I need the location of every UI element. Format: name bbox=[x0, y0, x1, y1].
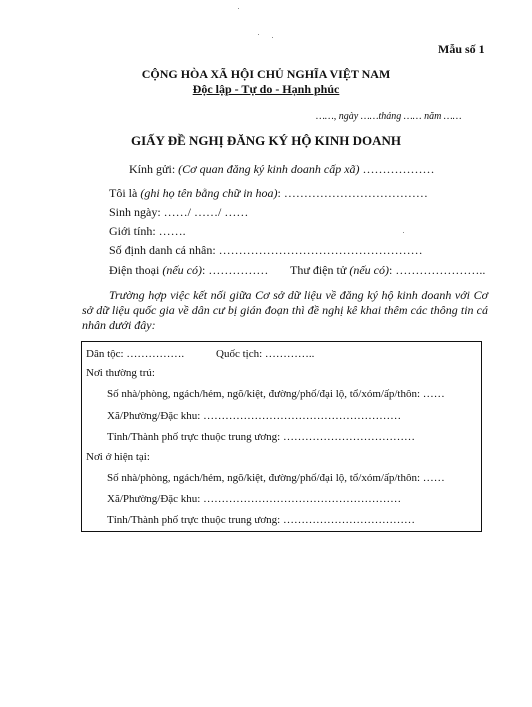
form-title-text: GIẤY ĐỀ NGHỊ ĐĂNG KÝ HỘ KINH DOANH bbox=[130, 133, 401, 148]
permanent-province-field: Tỉnh/Thành phố trực thuộc trung ương: ……………………………… bbox=[107, 431, 415, 443]
phone-label: Điện thoại bbox=[109, 263, 160, 277]
nationality-field: Quốc tịch: ………….. bbox=[216, 348, 315, 360]
email-label: Thư điện tử bbox=[290, 263, 347, 277]
id-number-field: Số định danh cá nhân: …………………………………………… bbox=[109, 243, 423, 257]
motto: Độc lập - Tự do - Hạnh phúc bbox=[192, 82, 340, 96]
scan-speck bbox=[403, 232, 404, 233]
email-dots: : ………………….. bbox=[389, 263, 486, 277]
current-residence-label: Nơi ở hiện tại: bbox=[86, 451, 150, 463]
email-field bbox=[290, 263, 485, 278]
permanent-residence-label: Nơi thường trú: bbox=[86, 367, 155, 379]
scan-speck bbox=[258, 34, 259, 35]
motto-line bbox=[0, 82, 532, 97]
current-province-field: Tỉnh/Thành phố trực thuộc trung ương: ……………………………… bbox=[107, 514, 415, 526]
form-title bbox=[0, 133, 532, 149]
dob-field: Sinh ngày: ……/ ……/ …… bbox=[109, 205, 249, 219]
date-line: ……, ngày ……tháng …… năm …… bbox=[316, 111, 462, 122]
addressee-value: (Cơ quan đăng ký kinh doanh cấp xã) bbox=[178, 162, 360, 176]
phone-hint: (nếu có) bbox=[162, 263, 202, 277]
country-name: CỘNG HÒA XÃ HỘI CHỦ NGHĨA VIỆT NAM bbox=[141, 67, 391, 81]
scan-speck bbox=[238, 8, 239, 9]
current-ward-field: Xã/Phường/Đặc khu: ……………………………………………… bbox=[107, 493, 402, 505]
country-heading bbox=[0, 67, 532, 82]
addressee-dots: ……………… bbox=[359, 162, 435, 176]
addressee-line bbox=[129, 162, 435, 177]
gender-field: Giới tính: ……. bbox=[109, 224, 186, 238]
current-street-field: Số nhà/phòng, ngách/hẻm, ngõ/kiệt, đường/phố/đại lộ, tổ/xóm/ấp/thôn: …… bbox=[107, 472, 445, 484]
phone-field bbox=[109, 263, 268, 278]
permanent-ward-field: Xã/Phường/Đặc khu: ……………………………………………… bbox=[107, 410, 402, 422]
permanent-street-field: Số nhà/phòng, ngách/hẻm, ngõ/kiệt, đường/phố/đại lộ, tổ/xóm/ấp/thôn: …… bbox=[107, 388, 445, 400]
name-dots: : ……………………………… bbox=[277, 186, 428, 200]
name-label: Tôi là bbox=[109, 186, 138, 200]
ethnicity-field: Dân tộc: ……………. bbox=[86, 348, 185, 360]
name-field bbox=[109, 186, 428, 201]
form-number: Mẫu số 1 bbox=[438, 42, 485, 56]
email-hint: (nếu có) bbox=[349, 263, 389, 277]
name-hint: (ghi họ tên bằng chữ in hoa) bbox=[140, 186, 278, 200]
addressee-label: Kính gửi: bbox=[129, 162, 176, 176]
scan-speck bbox=[272, 37, 273, 38]
phone-dots: : …………… bbox=[201, 263, 269, 277]
note-paragraph: Trường hợp việc kết nối giữa Cơ sở dữ liệu về đăng ký hộ kinh doanh với Cơ sở dữ liệu quốc gia về dân cư bị gián đoạn thì đề nghị kê khai thêm các thông tin cá nhân dưới đây: bbox=[82, 288, 488, 332]
